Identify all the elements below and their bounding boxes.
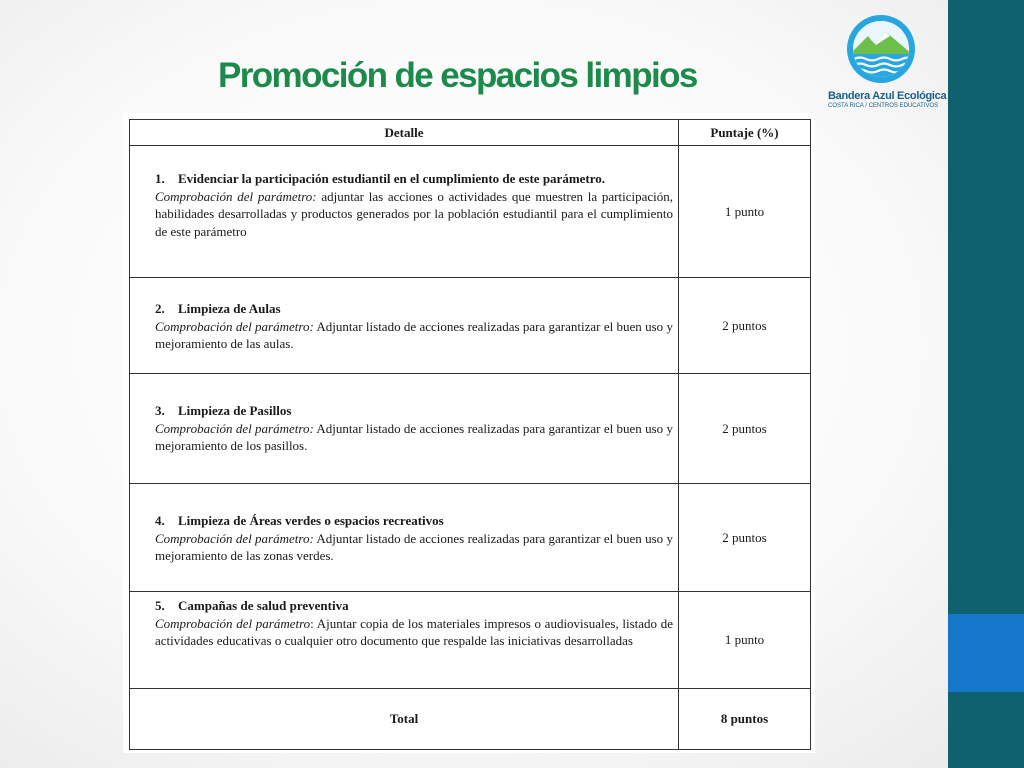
header-detail: Detalle [130, 120, 679, 146]
logo-name: Bandera Azul Ecológica [828, 90, 947, 102]
slide-title: Promoción de espacios limpios [218, 56, 697, 95]
proof-text: Adjuntar listado de acciones realizadas para garantizar el buen uso y mejoramiento de las aulas. [155, 318, 673, 351]
table-header-row [130, 120, 811, 146]
item-title: Limpieza de Aulas [178, 301, 281, 316]
proof-label: Comprobación del parámetro: [155, 530, 314, 546]
row-score: 2 puntos [679, 484, 811, 592]
table-total-row [130, 689, 811, 750]
row-detail [130, 592, 679, 689]
item-number: 4. [155, 513, 165, 528]
mountain-waves-emblem-icon [846, 14, 916, 84]
total-label: Total [130, 689, 679, 750]
row-detail [130, 484, 679, 592]
table-row [130, 484, 811, 592]
table-row [130, 146, 811, 278]
row-score: 1 punto [679, 146, 811, 278]
proof-text: adjuntar las acciones o actividades que muestren la participación, habilidades desarrolladas y productos generados por la población estudiantil para el cumplimiento de este parámetro [155, 188, 673, 239]
proof-text: : Ajuntar copia de los materiales impresos o audiovisuales, listado de actividades educativas o cualquier otro documento que respalde las iniciativas desarrolladas [155, 615, 673, 648]
logo-subtitle: COSTA RICA / CENTROS EDUCATIVOS [828, 103, 939, 109]
table-row [130, 374, 811, 484]
proof-text: Adjuntar listado de acciones realizadas para garantizar el buen uso y mejoramiento de los pasillos. [155, 420, 673, 453]
proof-label: Comprobación del parámetro: [155, 420, 314, 436]
sidebar-accent-band [948, 614, 1024, 692]
table-row [130, 592, 811, 689]
header-score: Puntaje (%) [679, 120, 811, 146]
item-title: Campañas de salud preventiva [178, 598, 349, 613]
row-detail [130, 374, 679, 484]
bandera-azul-logo [826, 10, 947, 120]
proof-label: Comprobación del parámetro: [155, 188, 317, 204]
row-detail [130, 278, 679, 374]
proof-label: Comprobación del parámetro [155, 615, 311, 631]
proof-text: Adjuntar listado de acciones realizadas para garantizar el buen uso y mejoramiento de las zonas verdes. [155, 530, 673, 563]
item-title: Evidenciar la participación estudiantil en el cumplimiento de este parámetro. [178, 171, 606, 186]
row-score: 1 punto [679, 592, 811, 689]
item-number: 1. [155, 171, 165, 186]
total-score: 8 puntos [679, 689, 811, 750]
row-score: 2 puntos [679, 374, 811, 484]
item-title: Limpieza de Áreas verdes o espacios recreativos [178, 513, 444, 528]
item-title: Limpieza de Pasillos [178, 403, 292, 418]
logo-wordmark [828, 90, 947, 109]
table-row [130, 278, 811, 374]
row-detail [130, 146, 679, 278]
item-number: 3. [155, 403, 165, 418]
row-score: 2 puntos [679, 278, 811, 374]
proof-label: Comprobación del parámetro: [155, 318, 314, 334]
item-number: 2. [155, 301, 165, 316]
criteria-table [129, 119, 811, 750]
item-number: 5. [155, 598, 165, 613]
